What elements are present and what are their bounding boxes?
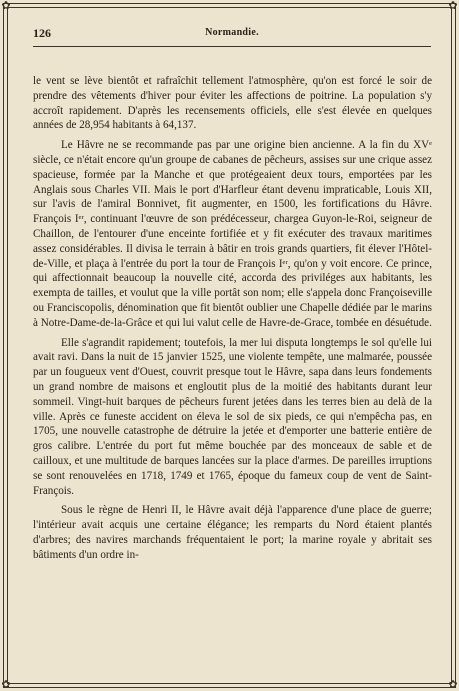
paragraph: Elle s'agrandit rapidement; toutefois, la mer lui disputa longtemps le sol qu'elle lui avait ravi. Dans la nuit de 15 janvier 1525, une violente tempête, une malmarée, poussée par un fougueux vent d'Ouest, couvrit presque tout le Hâvre, sapa dans leurs fondements un grand nombre de maisons et engloutit plus de la moitié des habitants durant leur sommeil. Vingt-huit barques de pêcheurs furent jetées dans les terres bien au delà de la ville. Après ce funeste accident on éleva le sol de six pieds, ce qui n'empêcha pas, en 1705, une nouvelle catastrophe de détruire la jetée et d'emporter une batterie entière de gros calibre. L'entrée du port fut même bouchée par des monceaux de sable et de cailloux, et une multitude de barques lancées sur la place d'armes. De pareilles irruptions se sont renouvelées en 1718, 1749 et 1765, époque du fameux coup de vent de Saint-François. [33, 336, 432, 497]
paragraph: le vent se lève bientôt et rafraîchit tellement l'atmosphère, qu'on est forcé le soir de prendre des vêtements d'hiver pour éviter les affections de poitrine. La population s'y accroît rapidement. D'après les recensements officiels, elle s'est élevée en quelques années de 28,954 habitants à 64,137. [33, 75, 432, 132]
corner-ornament-icon: ✿ [1, 0, 11, 12]
paragraph: Le Hâvre ne se recommande pas par une origine bien ancienne. A la fin du XVᵉ siècle, ce n'était encore qu'un groupe de cabanes de pêcheurs, assises sur une crique assez spacieuse, formée par la Manche et que protégeaient deux tours, emportées par les Anglais sous Charles VII. Mais le port d'Harfleur étant devenu impraticable, Louis XII, sur l'avis de l'amiral Bonnivet, fit augmenter, en 1500, les fortifications du Hâvre. François Iᵉʳ, continuant l'œuvre de son prédécesseur, chargea Guyon-le-Roi, seigneur de Chaillon, de l'entourer d'une enceinte fortifiée et y fit exécuter des travaux maritimes assez considérables. Il divisa le terrain à bâtir en trois grands quartiers, fit élever l'Hôtel-de-Ville, et plaça à l'entrée du port la tour de François Iᵉʳ, qu'on y voit encore. Ce prince, qui affectionnait beaucoup la nouvelle cité, accorda des priviléges aux habitants, les exempta de tailles, et voulut que la ville portât son nom; elle s'appela donc Françoiseville ou Franciscopolis, dénomination que fit bientôt oublier une Chapelle dédiée par le marins à Notre-Dame-de-la-Grâce et qui lui valut celle de Havre-de-Grace, tombée en désuétude. [33, 139, 432, 329]
header-rule [33, 46, 431, 47]
corner-ornament-icon: ✿ [1, 679, 11, 691]
body-text [33, 74, 432, 568]
corner-ornament-icon: ✿ [448, 679, 458, 691]
corner-ornament-icon: ✿ [448, 0, 458, 12]
page-header [33, 26, 431, 42]
running-head: Normandie. [205, 27, 259, 38]
paragraph: Sous le règne de Henri II, le Hâvre avait déjà l'apparence d'une place de guerre; l'intérieur avait acquis une certaine élégance; les remparts du Nord étaient plantés d'arbres; des navires marchands fréquentaient le port; la marine royale y abritait ses bâtiments d'un ordre in- [33, 504, 432, 561]
page-number: 126 [33, 26, 51, 40]
